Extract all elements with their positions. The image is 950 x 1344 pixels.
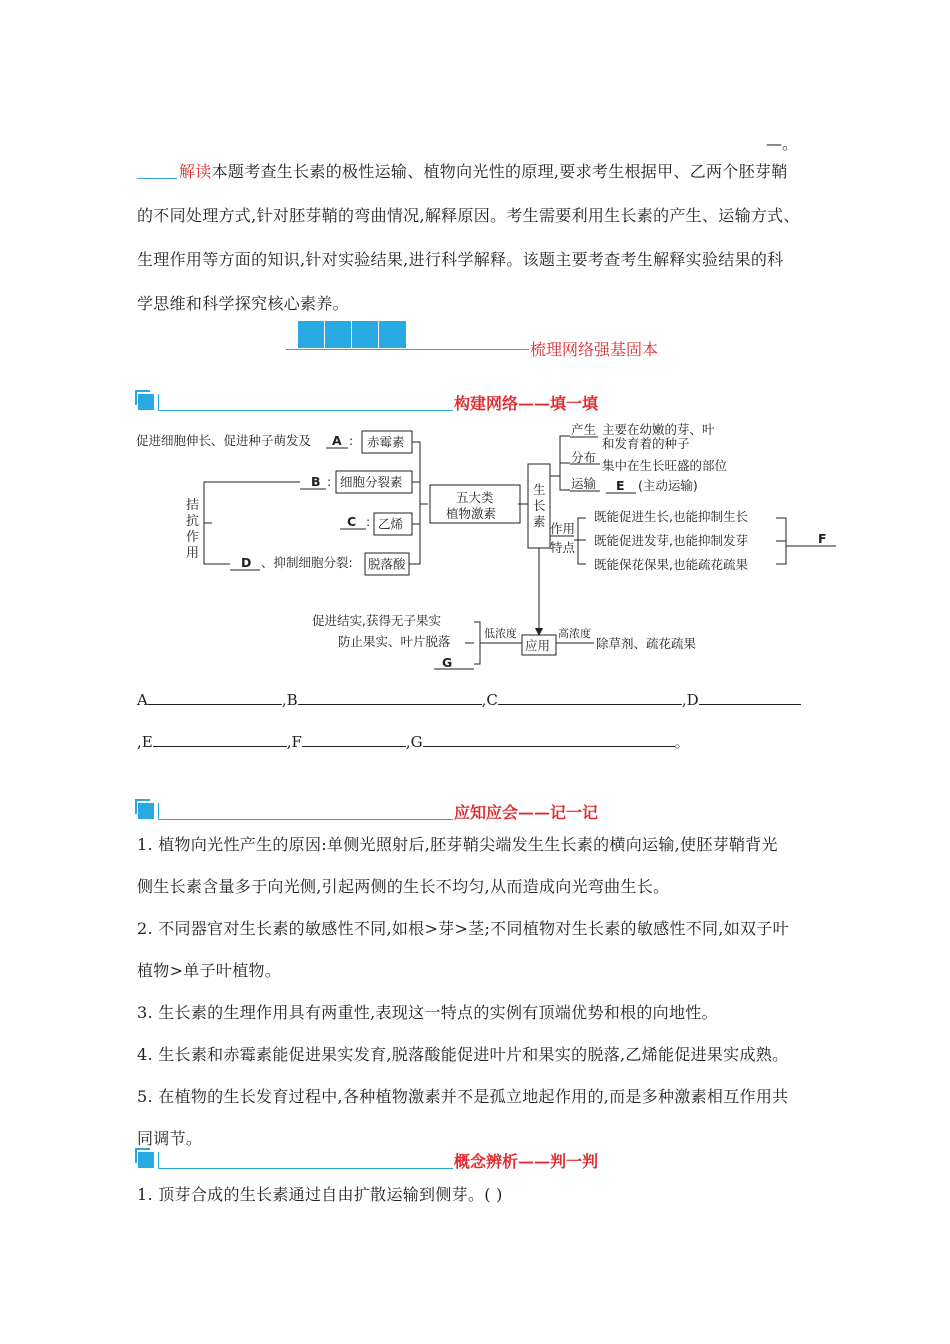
memorize-line-6: 4. 生长素和赤霉素能促进果实发育,脱落酸能促进叶片和果实的脱落,乙烯能促进果实成熟。: [137, 1045, 789, 1064]
interpretation-line-1: 本题考查生长素的极性运输、植物向光性的原理,要求考生根据甲、乙两个胚芽鞘: [211, 162, 788, 181]
diagram-center-2: 植物激素: [446, 506, 497, 521]
blank-B[interactable]: [298, 688, 482, 705]
diagram-low-conc: 低浓度: [484, 627, 517, 640]
svg-text::: :: [366, 514, 371, 529]
svg-text::: :: [327, 474, 332, 489]
judge-item-1: 1. 顶芽合成的生长素通过自由扩散运输到侧芽。( ): [137, 1185, 503, 1204]
diagram-D: D: [241, 555, 252, 570]
diagram-effect-label-1: 作用: [550, 521, 576, 536]
svg-text:用: 用: [186, 546, 200, 561]
svg-text:抗: 抗: [186, 514, 200, 529]
diagram-A: A: [332, 433, 342, 448]
diagram-aba: 脱落酸: [368, 556, 406, 572]
blanks-row-1: [137, 688, 801, 709]
square-icon: [138, 394, 154, 410]
diagram-E: E: [616, 478, 625, 493]
interpretation-label: 解读: [179, 162, 212, 181]
blank-D[interactable]: [699, 688, 801, 705]
memorize-list: [137, 824, 837, 1160]
section-judge-title: 概念辨析——判一判: [454, 1152, 599, 1171]
memorize-line-8: 同调节。: [137, 1129, 203, 1148]
diagram-ethylene: 乙烯: [378, 516, 404, 532]
diagram-inhibit: 、抑制细胞分裂:: [261, 555, 353, 570]
blank-end: 。: [674, 733, 690, 751]
diagram-F: F: [818, 531, 827, 546]
memorize-line-1: 1. 植物向光性产生的原因:单侧光照射后,胚芽鞘尖端发生生长素的横向运输,使胚芽鞘背光: [137, 835, 778, 854]
interpretation-line-2: 的不同处理方式,针对胚芽鞘的弯曲情况,解释原因。考生需要利用生长素的产生、运输方式、: [137, 206, 800, 225]
blank-G[interactable]: [423, 730, 675, 747]
diagram-app: 应用: [525, 638, 551, 653]
diagram-transport: 运输: [571, 476, 597, 491]
diagram-center-1: 五大类: [456, 490, 494, 505]
blank-E[interactable]: [153, 730, 287, 747]
diagram-effect-label-2: 特点: [550, 540, 576, 555]
top-fragment: —。: [766, 134, 799, 153]
diagram-left-top: 促进细胞伸长、促进种子萌发及: [136, 433, 312, 448]
diagram-G: G: [442, 655, 453, 670]
blank-A[interactable]: [148, 688, 282, 705]
memorize-line-5: 3. 生长素的生理作用具有两重性,表现这一特点的实例有顶端优势和根的向地性。: [137, 1003, 718, 1022]
section-memorize-header: [136, 799, 616, 825]
diagram-distribute-text: 集中在生长旺盛的部位: [602, 458, 728, 473]
diagram-produce-text-2: 和发育着的种子: [602, 436, 690, 451]
diagram-auxin-3: 素: [533, 514, 546, 529]
interpretation-block: [137, 150, 837, 326]
blanks-row-2: [137, 730, 690, 752]
banner-rule: [286, 349, 529, 350]
blank-label-B: ,B: [281, 691, 298, 709]
blank-C[interactable]: [498, 688, 682, 705]
blank-label-G: ,G: [405, 733, 423, 751]
svg-text::: :: [349, 433, 354, 448]
interpretation-line-4: 学思维和科学探究核心素养。: [137, 294, 349, 313]
diagram-auxin-2: 长: [533, 498, 546, 513]
memorize-line-3: 2. 不同器官对生长素的敏感性不同,如根>芽>茎;不同植物对生长素的敏感性不同,如双子叶: [137, 919, 789, 938]
diagram-high-conc: 高浓度: [558, 627, 591, 640]
diagram-low-use-1: 促进结实,获得无子果实: [312, 613, 441, 628]
blank-label-A: A: [137, 691, 148, 709]
diagram-distribute: 分布: [571, 450, 597, 465]
judge-list: [137, 1174, 837, 1216]
diagram-B: B: [311, 474, 321, 489]
diagram-produce-text-1: 主要在幼嫩的芽、叶: [602, 422, 715, 437]
diagram-C: C: [347, 514, 357, 529]
section-memorize-title: 应知应会——记一记: [454, 803, 599, 822]
memorize-line-7: 5. 在植物的生长发育过程中,各种植物激素并不是孤立地起作用的,而是多种激素相互作用共: [137, 1087, 789, 1106]
diagram-low-use-2: 防止果实、叶片脱落: [338, 634, 451, 649]
blank-label-C: ,C: [481, 691, 498, 709]
blank-F[interactable]: [302, 730, 406, 747]
square-icon: [138, 803, 154, 819]
diagram-high-use: 除草剂、疏花疏果: [596, 636, 697, 651]
memorize-line-2: 侧生长素含量多于向光侧,引起两侧的生长不均匀,从而造成向光弯曲生长。: [137, 877, 670, 896]
section-judge-header: [136, 1148, 616, 1174]
blank-label-E: ,E: [137, 733, 153, 751]
diagram-effect-3: 既能保花保果,也能疏花疏果: [594, 557, 748, 572]
diagram-effect-1: 既能促进生长,也能抑制生长: [594, 509, 748, 524]
interpretation-line-3: 生理作用等方面的知识,针对实验结果,进行科学解释。该题主要考查考生解释实验结果的科: [137, 250, 784, 269]
blank-label-D: ,D: [681, 691, 699, 709]
banner-blocks: [298, 321, 406, 348]
square-icon: [138, 1152, 154, 1168]
diagram-auxin-1: 生: [533, 482, 546, 497]
diagram-transport-text: (主动运输): [638, 478, 698, 493]
diagram-cytokinin: 细胞分裂素: [340, 474, 403, 490]
hormone-network-diagram: [130, 418, 850, 680]
svg-text:拮: 拮: [186, 498, 200, 513]
svg-text:作: 作: [186, 530, 200, 545]
diagram-gibberellin: 赤霉素: [367, 434, 405, 450]
blank-label-F: ,F: [286, 733, 302, 751]
memorize-line-4: 植物>单子叶植物。: [137, 961, 282, 980]
banner-title: 梳理网络强基固本: [530, 340, 659, 359]
section-network-header: [136, 390, 616, 416]
section-network-title: 构建网络——填一填: [454, 394, 599, 413]
diagram-produce: 产生: [571, 422, 597, 437]
diagram-effect-2: 既能促进发芽,也能抑制发芽: [594, 533, 748, 548]
